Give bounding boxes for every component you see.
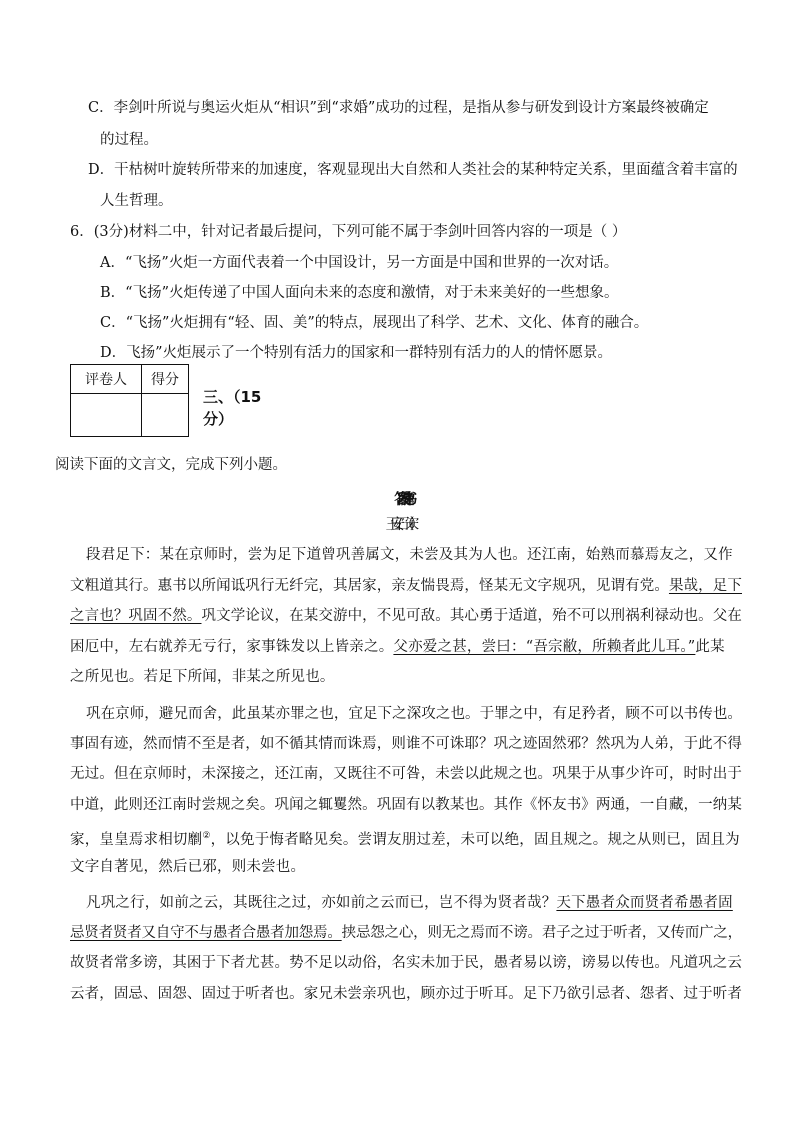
paragraph-3-line-1	[86, 893, 733, 913]
underlined-sentence-3a: 天下愚者众而贤者希愚者固	[556, 895, 733, 911]
section-heading	[203, 386, 261, 430]
score-header: 得分	[142, 365, 189, 394]
paragraph-3-line-3: 故贤者常多谤，其困于下者尤甚。势不足以动俗，名实未加于民，愚者易以谤，谤易以传也。凡道巩之云	[70, 955, 742, 971]
paragraph-1-line-2-text: 文粗道其行。惠书以所闻诋巩行无纤完，其居家，亲友惴畏焉，怪某无文字规巩，见谓有党。	[70, 578, 669, 594]
paragraph-3-line-2-text: 挟忌怨之心，则无之焉而不谤。君子之过于听者，又传而广之，	[341, 925, 742, 941]
essay-title-text: 答段缝	[394, 490, 403, 508]
underlined-sentence-2: 父亦爱之甚，尝曰：“吾宗敝，所赖者此儿耳。”	[393, 639, 696, 655]
paragraph-2-line-2: 事固有迹，然而情不至是者，如不循其情而诛焉，则谁不可诛耶？巩之迹固然邪？然巩为人弟，于此不得	[70, 736, 742, 752]
grader-header: 评卷人	[71, 365, 142, 394]
option-d-prev-line2: 人生哲理。	[100, 193, 173, 209]
option-c-prev-line1: C．李剑叶所说与奥运火炬从“相识”到“求婚”成功的过程，是指从参与研发到设计方案最终被确定	[88, 100, 709, 116]
underlined-sentence-1b: 之言也？巩固不然。	[70, 608, 202, 624]
paragraph-1-line-1: 段君足下：某在京师时，尝为足下道曾巩善属文，未尝及其为人也。还江南，始熟而慕焉友之，又作	[86, 547, 733, 563]
option-c-prev-line2: 的过程。	[100, 132, 158, 148]
paragraph-1-line-2	[70, 576, 742, 596]
question-6-option-c: C．“飞扬”火炬拥有“轻、固、美”的特点，展现出了科学、艺术、文化、体育的融合。	[100, 315, 649, 331]
paragraph-2-line-4: 中道，此则还江南时尝规之矣。巩闻之辄矍然。巩固有以教某也。其作《怀友书》两通，一自藏，一纳某	[70, 797, 742, 813]
underlined-sentence-1a: 果哉，足下	[668, 578, 742, 594]
paragraph-3-line-4: 云者，固忌、固怨、固过于听者也。家兄未尝亲巩也，顾亦过于听耳。足下乃欲引忌者、怨者、过于听者	[70, 986, 742, 1002]
section-heading-line1: 三、（15	[203, 388, 262, 406]
reading-instruction: 阅读下面的文言文，完成下列小题。	[55, 457, 287, 473]
underlined-sentence-3b: 忌贤者贤者又自守不与愚者合愚者加怨焉。	[70, 925, 342, 941]
essay-author: 王安石（宋）	[385, 517, 415, 533]
footnote-marker-2: ②	[202, 831, 211, 841]
question-6-stem: 6．(3分)材料二中，针对记者最后提问，下列可能不属于李剑叶回答内容的一项是（ ）	[70, 224, 627, 240]
paragraph-2-line-5	[70, 826, 740, 850]
paragraph-2-line-5-text: 家，皇皇焉求相切劘	[70, 831, 203, 848]
paragraph-1-line-4-text: 困厄中，左右就养无亏行，家事铢发以上皆亲之。	[70, 639, 394, 655]
paragraph-3-line-1-text: 凡巩之行，如前之云，其既往之过，亦如前之云而已，岂不得为贤者哉？	[86, 895, 557, 911]
paragraph-1-line-4	[70, 637, 725, 657]
paragraph-2-line-6: 文字自著见，然后已邪，则未尝也。	[70, 859, 306, 875]
section-heading-line2: 分）	[203, 410, 234, 428]
paragraph-2-line-5-end: ，以免于悔者略见矣。尝谓友朋过差，未可以绝，固且规之。规之从则已，固且为	[210, 831, 740, 848]
score-cell	[142, 394, 189, 437]
paragraph-1-line-3	[70, 606, 742, 626]
paragraph-2-line-1: 巩在京师，避兄而舍，此虽某亦罪之也，宜足下之深攻之也。于罪之中，有足矜者，顾不可以书传也。	[86, 706, 742, 722]
paragraph-1-line-5: 之所见也。若足下所闻，非某之所见也。	[70, 669, 335, 685]
option-d-prev-line1: D．干枯树叶旋转所带来的加速度，客观显现出大自然和人类社会的某种特定关系，里面蕴含着丰富的	[88, 162, 738, 178]
paragraph-3-line-2	[70, 923, 742, 943]
question-6-option-d: D．飞扬”火炬展示了一个特别有活力的国家和一群特别有活力的人的情怀愿景。	[100, 345, 613, 361]
question-6-option-b: B．“飞扬”火炬传递了中国人面向未来的态度和激情，对于未来美好的一些想象。	[100, 285, 619, 301]
essay-title	[0, 486, 800, 510]
paragraph-2-line-3: 无过。但在京师时，未深接之，还江南，又既往不可咎，未尝以此规之也。巩果于从事少许可，时时出于	[70, 766, 742, 782]
score-table	[70, 364, 189, 437]
paragraph-1-line-3-text: 巩文学论议，在某交游中，不见可敌。其心勇于适道，殆不可以刑祸利禄动也。父在	[201, 608, 742, 624]
essay-title-end: 书	[402, 490, 406, 508]
paragraph-1-line-4-end: 此某	[695, 639, 725, 655]
grader-cell	[71, 394, 142, 437]
question-6-option-a: A．“飞扬”火炬一方面代表着一个中国设计，另一方面是中国和世界的一次对话。	[100, 255, 619, 271]
